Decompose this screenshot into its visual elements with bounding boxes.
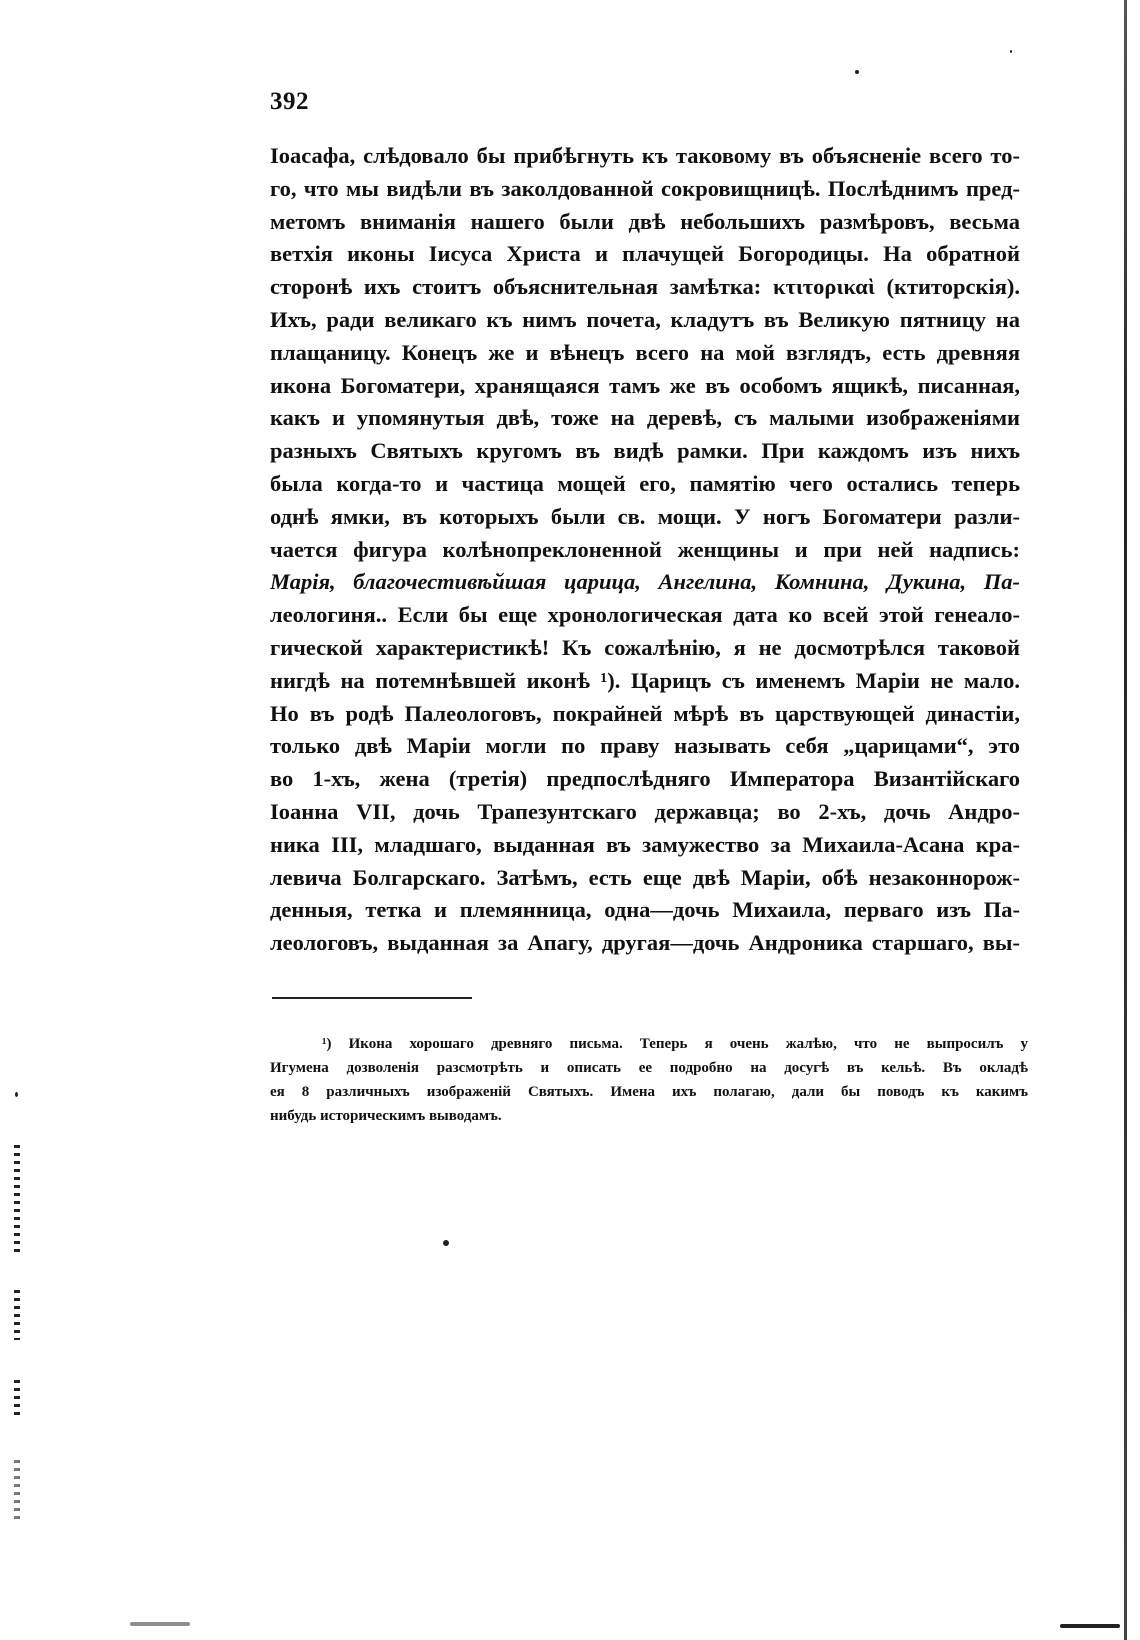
body-line: гической характеристикѣ! Къ сожалѣнію, я не досмотрѣлся таковой bbox=[270, 634, 1020, 660]
scan-edge-noise bbox=[130, 1622, 190, 1626]
footnote-line: ¹) Икона хорошаго древняго письма. Теперь я очень жалѣю, что не выпросилъ у bbox=[322, 1036, 1028, 1052]
body-line: Іоанна VII, дочь Трапезунтскаго державца; во 2-хъ, дочь Андро- bbox=[270, 798, 1020, 824]
scan-spine-edge bbox=[1124, 0, 1127, 1640]
scan-speck bbox=[1010, 50, 1012, 53]
body-line: ветхія иконы Іисуса Христа и плачущей Богородицы. На обратной bbox=[270, 241, 1020, 267]
footnote-line: Игумена дозволенія разсмотрѣть и описать ее подробно на досугѣ въ кельѣ. Въ окладѣ bbox=[270, 1060, 1028, 1076]
body-line: плащаницу. Конецъ же и вѣнецъ всего на мой взглядъ, есть древняя bbox=[270, 339, 1020, 365]
page-number: 392 bbox=[270, 88, 309, 115]
footnote bbox=[270, 1032, 1028, 1128]
scan-speck bbox=[15, 1092, 18, 1097]
body-line: левича Болгарскаго. Затѣмъ, есть еще двѣ Маріи, обѣ незаконнорож- bbox=[270, 864, 1020, 890]
body-line: леологиня.. Если бы еще хронологическая дата ко всей этой генеало- bbox=[270, 602, 1020, 628]
body-line: чается фигура колѣнопреклоненной женщины и при ней надпись: bbox=[270, 536, 1020, 562]
scan-edge-noise bbox=[14, 1460, 20, 1520]
footnote-line: нибудь историческимъ выводамъ. bbox=[270, 1108, 502, 1124]
body-line: Марія, благочестивѣйшая царица, Ангелина, Комнина, Дукина, Па- bbox=[270, 569, 1020, 595]
scan-speck bbox=[443, 1240, 449, 1246]
footnote-line: ея 8 различныхъ изображеній Святыхъ. Имена ихъ полагаю, дали бы поводъ къ какимъ bbox=[270, 1084, 1028, 1100]
body-line: ника III, младшаго, выданная въ замужество за Михаила-Асана кра- bbox=[270, 831, 1020, 857]
body-line: Но въ родѣ Палеологовъ, покрайней мѣрѣ въ царствующей династіи, bbox=[270, 700, 1020, 726]
body-line: какъ и упомянутыя двѣ, тоже на деревѣ, съ малыми изображеніями bbox=[270, 405, 1020, 431]
body-line: Іоасафа, слѣдовало бы прибѣгнуть къ таковому въ объясненіе всего то- bbox=[270, 143, 1020, 168]
scan-edge-noise bbox=[14, 1380, 20, 1420]
body-text bbox=[270, 140, 1020, 960]
scan-edge-noise bbox=[14, 1145, 20, 1255]
body-line: была когда-то и частица мощей его, памятію чего остались теперь bbox=[270, 470, 1020, 496]
scan-edge-noise bbox=[14, 1290, 20, 1340]
body-line: икона Богоматери, хранящаяся тамъ же въ особомъ ящикѣ, писанная, bbox=[270, 372, 1020, 398]
body-line: во 1-хъ, жена (третія) предпослѣдняго Императора Византійскаго bbox=[270, 766, 1020, 792]
body-line: сторонѣ ихъ стоитъ объяснительная замѣтка: κτιτορικαὶ (ктиторскія). bbox=[270, 274, 1020, 300]
body-line: только двѣ Маріи могли по праву называть себя „царицами“, это bbox=[270, 733, 1020, 759]
body-line: нигдѣ на потемнѣвшей иконѣ ¹). Царицъ съ именемъ Маріи не мало. bbox=[270, 667, 1020, 693]
body-line: го, что мы видѣли въ заколдованной сокровищницѣ. Послѣднимъ пред- bbox=[270, 175, 1020, 201]
body-line: Ихъ, ради великаго къ нимъ почета, кладутъ въ Великую пятницу на bbox=[270, 306, 1020, 332]
body-line: леологовъ, выданная за Апагу, другая—дочь Андроника старшаго, вы- bbox=[270, 930, 1020, 956]
scan-edge-noise bbox=[1060, 1624, 1120, 1628]
footnote-divider bbox=[272, 997, 472, 999]
scan-speck bbox=[855, 70, 859, 74]
body-line: денныя, тетка и племянница, одна—дочь Михаила, перваго изъ Па- bbox=[270, 897, 1020, 923]
body-line: разныхъ Святыхъ кругомъ въ видѣ рамки. При каждомъ изъ нихъ bbox=[270, 438, 1020, 464]
body-line: метомъ вниманія нашего были двѣ небольшихъ размѣровъ, весьма bbox=[270, 208, 1020, 234]
body-line: однѣ ямки, въ которыхъ были св. мощи. У ногъ Богоматери разли- bbox=[270, 503, 1020, 529]
